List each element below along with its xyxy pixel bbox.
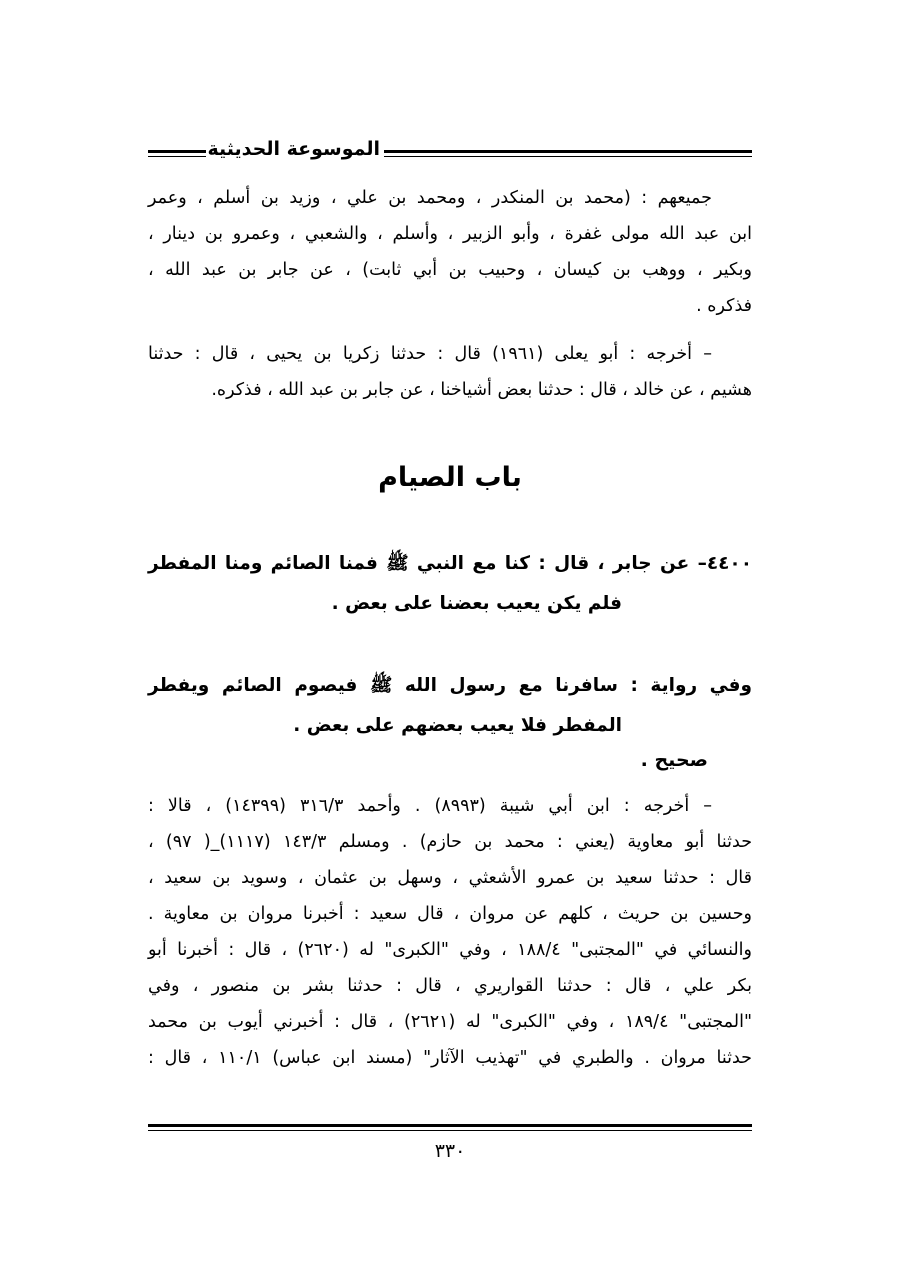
text-line: حدثنا مروان . والطبري في "تهذيب الآثار" (مسند ابن عباس) ١١٠/١ ، قال : (148, 1048, 752, 1068)
text-line: فذكره . (696, 296, 752, 316)
footer-rule (148, 1124, 752, 1134)
hadith-line: ٤٤٠٠– عن جابر ، قال : كنا مع النبي ﷺ فمنا الصائم ومنا المفطر (148, 553, 752, 574)
grade-label: صحيح . (640, 749, 708, 771)
text-line: جميعهم : (محمد بن المنكدر ، ومحمد بن علي ، وزيد بن أسلم ، وعمر (148, 188, 712, 208)
hadith-grade (148, 749, 752, 771)
text-line: ابن عبد الله مولى غفرة ، وأبو الزبير ، وأسلم ، والشعبي ، وعمرو بن دينار ، (148, 224, 752, 244)
hadith-line: فلم يكن يعيب بعضنا على بعض . (331, 593, 622, 614)
text-line: وبكير ، ووهب بن كيسان ، وحبيب بن أبي ثابت) ، عن جابر بن عبد الله ، (148, 260, 752, 280)
text-line: – أخرجه : ابن أبي شيبة (٨٩٩٣) . وأحمد ٣١٦/٣ (١٤٣٩٩) ، قالا : (148, 796, 712, 816)
riwaya-line: المفطر فلا يعيب بعضهم على بعض . (293, 715, 622, 736)
header-title: الموسوعة الحديثية (207, 138, 380, 160)
header-rule-left (148, 150, 206, 158)
text-line: – أخرجه : أبو يعلى (١٩٦١) قال : حدثنا زكريا بن يحيى ، قال : حدثنا (148, 344, 712, 364)
paragraph-takhrij (148, 788, 752, 1076)
running-header (148, 138, 752, 172)
text-line: حدثنا أبو معاوية (يعني : محمد بن حازم) . ومسلم ١٤٣/٣ (١١١٧)_( ٩٧) ، (148, 832, 753, 852)
text-line: هشيم ، عن خالد ، قال : حدثنا بعض أشياخنا ، عن جابر بن عبد الله ، فذكره. (211, 380, 752, 400)
riwaya-line: وفي رواية : سافرنا مع رسول الله ﷺ فيصوم الصائم ويفطر (148, 675, 752, 696)
page-number: ٣٣٠ (434, 1140, 466, 1162)
riwaya-text (148, 666, 752, 746)
text-line: "المجتبى" ١٨٩/٤ ، وفي "الكبرى" له (٢٦٢١) ، قال : أخبرني أيوب بن محمد (148, 1012, 752, 1032)
paragraph-abu-yala (148, 336, 752, 408)
hadith-text (148, 544, 752, 624)
text-line: وحسين بن حريث ، كلهم عن مروان ، قال سعيد : أخبرنا مروان بن معاوية . (148, 904, 752, 924)
text-line: بكر علي ، قال : حدثنا القواريري ، قال : حدثنا بشر بن منصور ، وفي (148, 976, 752, 996)
paragraph-narrators (148, 180, 752, 324)
header-rule-right (384, 150, 752, 158)
chapter-title: باب الصيام (378, 462, 522, 493)
text-line: قال : حدثنا سعيد بن عمرو الأشعثي ، وسهل بن عثمان ، وسويد بن سعيد ، (148, 868, 752, 888)
text-line: والنسائي في "المجتبى" ١٨٨/٤ ، وفي "الكبرى" له (٢٦٢٠) ، قال : أخبرنا أبو (148, 940, 752, 960)
